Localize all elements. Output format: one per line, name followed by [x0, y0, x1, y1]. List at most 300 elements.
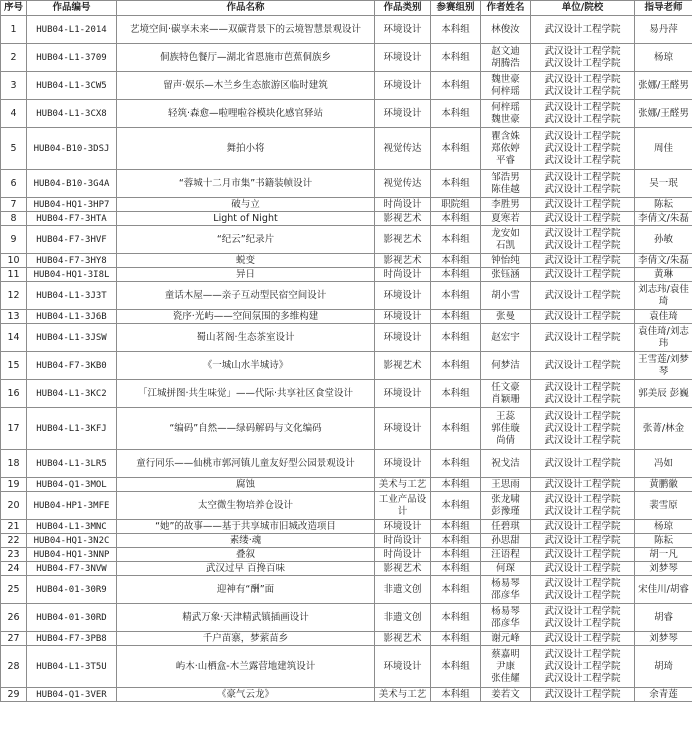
- cell-group: 本科组: [431, 100, 481, 128]
- table-row: [1, 576, 692, 604]
- cell-code: HUB04-L1-3709: [27, 44, 117, 72]
- cell-name: 太空微生物培养仓设计: [117, 492, 375, 520]
- unit-name: 武汉设计工程学院: [544, 505, 621, 517]
- header-category: 作品类别: [375, 1, 431, 16]
- cell-code: HUB04-HQ1-3I8L: [27, 268, 117, 282]
- cell-units: [531, 268, 635, 282]
- cell-units: [531, 450, 635, 478]
- cell-code: HUB04-Q1-3VER: [27, 688, 117, 702]
- unit-name: 武汉设计工程学院: [544, 422, 621, 434]
- author-name: 赵文迪: [491, 45, 520, 57]
- cell-authors: [481, 604, 531, 632]
- cell-teacher: 胡一凡: [635, 548, 692, 562]
- cell-group: 本科组: [431, 520, 481, 534]
- cell-authors: [481, 492, 531, 520]
- table-row: [1, 534, 692, 548]
- cell-units: [531, 72, 635, 100]
- unit-name: 武汉设计工程学院: [544, 130, 621, 142]
- cell-category: 环境设计: [375, 324, 431, 352]
- cell-no: 19: [1, 478, 27, 492]
- cell-teacher: 李倩文/朱磊: [635, 212, 692, 226]
- cell-authors: [481, 128, 531, 170]
- table-row: [1, 352, 692, 380]
- table-row: [1, 170, 692, 198]
- author-name: 何梓瑶: [491, 85, 520, 97]
- cell-units: [531, 128, 635, 170]
- cell-category: 工业产品设计: [375, 492, 431, 520]
- table-row: [1, 604, 692, 632]
- cell-authors: [481, 576, 531, 604]
- cell-code: HUB04-L1-3CW5: [27, 72, 117, 100]
- cell-no: 4: [1, 100, 27, 128]
- author-name: 张钰涵: [491, 268, 520, 280]
- cell-authors: [481, 534, 531, 548]
- cell-group: 本科组: [431, 324, 481, 352]
- unit-name: 武汉设计工程学院: [544, 73, 621, 85]
- author-name: 祝戈洁: [491, 457, 520, 469]
- unit-name: 武汉设计工程学院: [544, 154, 621, 166]
- cell-category: 环境设计: [375, 408, 431, 450]
- cell-authors: [481, 478, 531, 492]
- cell-name: 瓷序·光屿——空间氛围的多维构建: [117, 310, 375, 324]
- author-name: 张龙啸: [491, 493, 520, 505]
- cell-name: 蜕变: [117, 254, 375, 268]
- author-name: 邵彦华: [491, 589, 520, 601]
- table-row: [1, 268, 692, 282]
- unit-name: 武汉设计工程学院: [544, 605, 621, 617]
- cell-authors: [481, 352, 531, 380]
- author-name: 任碧琪: [491, 520, 520, 532]
- author-name: 王思雨: [491, 478, 520, 490]
- author-name: 瞿含姝: [491, 130, 520, 142]
- unit-name: 武汉设计工程学院: [544, 577, 621, 589]
- cell-code: HUB04-F7-3PB8: [27, 632, 117, 646]
- cell-authors: [481, 100, 531, 128]
- cell-no: 11: [1, 268, 27, 282]
- cell-authors: [481, 380, 531, 408]
- author-name: 任文豪: [491, 381, 520, 393]
- cell-group: 本科组: [431, 128, 481, 170]
- author-name: 肖颖珊: [491, 393, 520, 405]
- cell-category: 环境设计: [375, 100, 431, 128]
- cell-units: [531, 604, 635, 632]
- cell-group: 本科组: [431, 646, 481, 688]
- cell-authors: [481, 562, 531, 576]
- cell-teacher: 孙敏: [635, 226, 692, 254]
- unit-name: 武汉设计工程学院: [544, 562, 621, 574]
- author-name: 魏世豪: [491, 73, 520, 85]
- cell-code: HUB04-HQ1-3N2C: [27, 534, 117, 548]
- cell-code: HUB04-L1-3JSW: [27, 324, 117, 352]
- cell-units: [531, 16, 635, 44]
- unit-name: 武汉设计工程学院: [544, 142, 621, 154]
- table-row: [1, 408, 692, 450]
- cell-units: [531, 646, 635, 688]
- cell-name: “蓉城十二月市集”书籍装帧设计: [117, 170, 375, 198]
- cell-units: [531, 226, 635, 254]
- cell-no: 27: [1, 632, 27, 646]
- cell-name: 腐蚀: [117, 478, 375, 492]
- table-row: [1, 380, 692, 408]
- table-row: [1, 310, 692, 324]
- cell-teacher: 陈耘: [635, 534, 692, 548]
- cell-category: 美术与工艺: [375, 688, 431, 702]
- cell-group: 本科组: [431, 282, 481, 310]
- unit-name: 武汉设计工程学院: [544, 688, 621, 700]
- cell-name: 《一城山水半城诗》: [117, 352, 375, 380]
- author-name: 邹浩男: [491, 171, 520, 183]
- cell-teacher: 郭美辰 彭巍: [635, 380, 692, 408]
- cell-no: 12: [1, 282, 27, 310]
- cell-authors: [481, 646, 531, 688]
- unit-name: 武汉设计工程学院: [544, 239, 621, 251]
- unit-name: 武汉设计工程学院: [544, 268, 621, 280]
- unit-name: 武汉设计工程学院: [544, 381, 621, 393]
- table-row: [1, 520, 692, 534]
- cell-teacher: 张娜/王醛男: [635, 100, 692, 128]
- cell-code: HUB04-L1-3KC2: [27, 380, 117, 408]
- table-row: [1, 128, 692, 170]
- cell-units: [531, 632, 635, 646]
- cell-code: HUB04-Q1-3MOL: [27, 478, 117, 492]
- cell-group: 本科组: [431, 562, 481, 576]
- cell-no: 14: [1, 324, 27, 352]
- unit-name: 武汉设计工程学院: [544, 648, 621, 660]
- unit-name: 武汉设计工程学院: [544, 212, 621, 224]
- unit-name: 武汉设计工程学院: [544, 183, 621, 195]
- cell-code: HUB04-F7-3NVW: [27, 562, 117, 576]
- cell-category: 时尚设计: [375, 198, 431, 212]
- unit-name: 武汉设计工程学院: [544, 85, 621, 97]
- cell-no: 6: [1, 170, 27, 198]
- cell-authors: [481, 268, 531, 282]
- unit-name: 武汉设计工程学院: [544, 57, 621, 69]
- cell-code: HUB04-L1-3KFJ: [27, 408, 117, 450]
- author-name: 陈佳越: [491, 183, 520, 195]
- cell-category: 环境设计: [375, 282, 431, 310]
- cell-units: [531, 534, 635, 548]
- cell-name: Light of Night: [117, 212, 375, 226]
- unit-name: 武汉设计工程学院: [544, 672, 621, 684]
- cell-no: 8: [1, 212, 27, 226]
- author-name: 张佳耀: [491, 672, 520, 684]
- unit-name: 武汉设计工程学院: [544, 101, 621, 113]
- cell-category: 美术与工艺: [375, 478, 431, 492]
- cell-name: 轻筑·森愈—啦哩啦谷模块化感官驿站: [117, 100, 375, 128]
- cell-no: 9: [1, 226, 27, 254]
- header-author: 作者姓名: [481, 1, 531, 16]
- table-row: [1, 72, 692, 100]
- cell-group: 本科组: [431, 212, 481, 226]
- author-name: 魏世豪: [491, 113, 520, 125]
- cell-group: 本科组: [431, 688, 481, 702]
- table-row: [1, 226, 692, 254]
- table-row: [1, 632, 692, 646]
- author-name: 孙思甜: [491, 534, 520, 546]
- author-name: 郭佳璇: [491, 422, 520, 434]
- table-row: [1, 492, 692, 520]
- cell-category: 影视艺术: [375, 632, 431, 646]
- header-no: 序号: [1, 1, 27, 16]
- cell-code: HUB04-F7-3HTA: [27, 212, 117, 226]
- cell-teacher: 刘梦琴: [635, 562, 692, 576]
- cell-authors: [481, 548, 531, 562]
- cell-teacher: 周佳: [635, 128, 692, 170]
- cell-teacher: 余青莲: [635, 688, 692, 702]
- cell-no: 23: [1, 548, 27, 562]
- header-name: 作品名称: [117, 1, 375, 16]
- cell-authors: [481, 44, 531, 72]
- cell-teacher: 陈耘: [635, 198, 692, 212]
- cell-group: 本科组: [431, 254, 481, 268]
- table-row: [1, 324, 692, 352]
- cell-code: HUB04-01-30R9: [27, 576, 117, 604]
- author-name: 汪语程: [491, 548, 520, 560]
- cell-no: 1: [1, 16, 27, 44]
- cell-teacher: 刘梦琴: [635, 632, 692, 646]
- cell-authors: [481, 450, 531, 478]
- table-row: [1, 450, 692, 478]
- author-name: 王蕊: [495, 410, 515, 422]
- cell-category: 非遗文创: [375, 576, 431, 604]
- cell-authors: [481, 324, 531, 352]
- author-name: 胡小雪: [491, 289, 520, 301]
- cell-teacher: 裴雪原: [635, 492, 692, 520]
- header-group: 参赛组别: [431, 1, 481, 16]
- cell-no: 20: [1, 492, 27, 520]
- cell-teacher: 黄琳: [635, 268, 692, 282]
- cell-name: 侗族特色餐厅—湖北省恩施市芭蕉侗族乡: [117, 44, 375, 72]
- unit-name: 武汉设计工程学院: [544, 227, 621, 239]
- cell-units: [531, 380, 635, 408]
- table-row: [1, 646, 692, 688]
- cell-teacher: 易丹萍: [635, 16, 692, 44]
- cell-units: [531, 310, 635, 324]
- unit-name: 武汉设计工程学院: [544, 434, 621, 446]
- cell-no: 29: [1, 688, 27, 702]
- cell-name: 千户苗寨，梦萦苗乡: [117, 632, 375, 646]
- unit-name: 武汉设计工程学院: [544, 589, 621, 601]
- author-name: 赵宏宇: [491, 331, 520, 343]
- cell-name: 武汉过早 百搀百味: [117, 562, 375, 576]
- cell-units: [531, 576, 635, 604]
- cell-no: 24: [1, 562, 27, 576]
- unit-name: 武汉设计工程学院: [544, 254, 621, 266]
- cell-category: 视觉传达: [375, 128, 431, 170]
- cell-teacher: 刘志玮/袁佳琦: [635, 282, 692, 310]
- unit-name: 武汉设计工程学院: [544, 548, 621, 560]
- cell-name: 蜀山茗阁·生态茶室设计: [117, 324, 375, 352]
- cell-group: 本科组: [431, 226, 481, 254]
- table-row: [1, 16, 692, 44]
- author-name: 平睿: [495, 154, 515, 166]
- cell-group: 职院组: [431, 198, 481, 212]
- cell-authors: [481, 688, 531, 702]
- author-name: 蔡嘉明: [491, 648, 520, 660]
- table-row: [1, 44, 692, 72]
- cell-name: 精武万象·天津精武镇插画设计: [117, 604, 375, 632]
- cell-code: HUB04-HQ1-3HP7: [27, 198, 117, 212]
- author-name: 李胜男: [491, 198, 520, 210]
- cell-teacher: 吴一珉: [635, 170, 692, 198]
- cell-category: 环境设计: [375, 72, 431, 100]
- unit-name: 武汉设计工程学院: [544, 617, 621, 629]
- cell-group: 本科组: [431, 548, 481, 562]
- cell-category: 时尚设计: [375, 268, 431, 282]
- cell-group: 本科组: [431, 534, 481, 548]
- cell-no: 7: [1, 198, 27, 212]
- header-unit: 单位/院校: [531, 1, 635, 16]
- author-name: 张曼: [495, 310, 515, 322]
- cell-teacher: 杨琼: [635, 520, 692, 534]
- cell-name: 艺境空间·碳享未来——双碳背景下的云境智慧景观设计: [117, 16, 375, 44]
- cell-category: 环境设计: [375, 646, 431, 688]
- unit-name: 武汉设计工程学院: [544, 23, 621, 35]
- cell-no: 2: [1, 44, 27, 72]
- cell-code: HUB04-L1-3J3T: [27, 282, 117, 310]
- cell-units: [531, 44, 635, 72]
- cell-code: HUB04-01-30RD: [27, 604, 117, 632]
- unit-name: 武汉设计工程学院: [544, 310, 621, 322]
- cell-name: 迎神有“酬”面: [117, 576, 375, 604]
- cell-group: 本科组: [431, 16, 481, 44]
- cell-authors: [481, 212, 531, 226]
- cell-group: 本科组: [431, 450, 481, 478]
- cell-units: [531, 548, 635, 562]
- cell-teacher: 李倩文/朱磊: [635, 254, 692, 268]
- cell-group: 本科组: [431, 576, 481, 604]
- cell-code: HUB04-L1-3MNC: [27, 520, 117, 534]
- cell-authors: [481, 226, 531, 254]
- cell-category: 环境设计: [375, 16, 431, 44]
- cell-group: 本科组: [431, 352, 481, 380]
- cell-units: [531, 520, 635, 534]
- cell-group: 本科组: [431, 380, 481, 408]
- table-header-row: [1, 1, 692, 16]
- cell-category: 环境设计: [375, 310, 431, 324]
- cell-authors: [481, 170, 531, 198]
- cell-units: [531, 100, 635, 128]
- unit-name: 武汉设计工程学院: [544, 660, 621, 672]
- cell-group: 本科组: [431, 408, 481, 450]
- cell-no: 5: [1, 128, 27, 170]
- header-teacher: 指导老师: [635, 1, 692, 16]
- unit-name: 武汉设计工程学院: [544, 45, 621, 57]
- cell-group: 本科组: [431, 632, 481, 646]
- cell-code: HUB04-F7-3HVF: [27, 226, 117, 254]
- cell-no: 13: [1, 310, 27, 324]
- cell-no: 26: [1, 604, 27, 632]
- unit-name: 武汉设计工程学院: [544, 289, 621, 301]
- cell-authors: [481, 632, 531, 646]
- cell-name: 「江城拼图·共生味觉」——代际·共享社区食堂设计: [117, 380, 375, 408]
- cell-category: 影视艺术: [375, 212, 431, 226]
- unit-name: 武汉设计工程学院: [544, 393, 621, 405]
- cell-units: [531, 352, 635, 380]
- author-name: 龙安如: [491, 227, 520, 239]
- author-name: 胡腾浩: [491, 57, 520, 69]
- table-row: [1, 688, 692, 702]
- cell-category: 环境设计: [375, 450, 431, 478]
- unit-name: 武汉设计工程学院: [544, 457, 621, 469]
- author-name: 杨易琴: [491, 577, 520, 589]
- cell-code: HUB04-HP1-3MFE: [27, 492, 117, 520]
- cell-name: 《豪气云龙》: [117, 688, 375, 702]
- cell-name: “编码”自然——绿码解码与文化编码: [117, 408, 375, 450]
- cell-category: 时尚设计: [375, 548, 431, 562]
- unit-name: 武汉设计工程学院: [544, 534, 621, 546]
- cell-code: HUB04-L1-2014: [27, 16, 117, 44]
- cell-units: [531, 212, 635, 226]
- cell-name: 素缕·魂: [117, 534, 375, 548]
- cell-category: 影视艺术: [375, 254, 431, 268]
- cell-no: 22: [1, 534, 27, 548]
- table-row: [1, 562, 692, 576]
- cell-category: 时尚设计: [375, 534, 431, 548]
- table-row: [1, 548, 692, 562]
- cell-teacher: 黄鹏徽: [635, 478, 692, 492]
- cell-units: [531, 282, 635, 310]
- table-row: [1, 478, 692, 492]
- author-name: 郑依婷: [491, 142, 520, 154]
- cell-teacher: 袁佳琦: [635, 310, 692, 324]
- cell-category: 环境设计: [375, 520, 431, 534]
- cell-category: 视觉传达: [375, 170, 431, 198]
- cell-category: 非遗文创: [375, 604, 431, 632]
- cell-no: 17: [1, 408, 27, 450]
- cell-authors: [481, 254, 531, 268]
- author-name: 谢元峰: [491, 632, 520, 644]
- cell-group: 本科组: [431, 268, 481, 282]
- cell-group: 本科组: [431, 310, 481, 324]
- cell-teacher: 袁佳琦/刘志玮: [635, 324, 692, 352]
- cell-category: 影视艺术: [375, 226, 431, 254]
- cell-group: 本科组: [431, 604, 481, 632]
- header-code: 作品编号: [27, 1, 117, 16]
- unit-name: 武汉设计工程学院: [544, 331, 621, 343]
- cell-code: HUB04-L1-3J6B: [27, 310, 117, 324]
- cell-teacher: 王雪莲/刘梦琴: [635, 352, 692, 380]
- cell-teacher: 张娜/王醛男: [635, 72, 692, 100]
- author-name: 夏寒若: [491, 212, 520, 224]
- cell-units: [531, 324, 635, 352]
- author-name: 彭豫瑾: [491, 505, 520, 517]
- cell-units: [531, 688, 635, 702]
- cell-authors: [481, 16, 531, 44]
- unit-name: 武汉设计工程学院: [544, 520, 621, 532]
- cell-teacher: 冯如: [635, 450, 692, 478]
- cell-units: [531, 492, 635, 520]
- cell-no: 21: [1, 520, 27, 534]
- cell-code: HUB04-B10-3G4A: [27, 170, 117, 198]
- author-name: 何琛: [495, 562, 515, 574]
- cell-code: HUB04-HQ1-3NNP: [27, 548, 117, 562]
- author-name: 何梓瑶: [491, 101, 520, 113]
- cell-no: 15: [1, 352, 27, 380]
- cell-category: 影视艺术: [375, 352, 431, 380]
- author-name: 姜若文: [491, 688, 520, 700]
- cell-group: 本科组: [431, 72, 481, 100]
- cell-code: HUB04-B10-3DSJ: [27, 128, 117, 170]
- author-name: 杨易琴: [491, 605, 520, 617]
- table-row: [1, 198, 692, 212]
- unit-name: 武汉设计工程学院: [544, 410, 621, 422]
- cell-authors: [481, 520, 531, 534]
- unit-name: 武汉设计工程学院: [544, 113, 621, 125]
- table-body: [1, 16, 692, 702]
- unit-name: 武汉设计工程学院: [544, 171, 621, 183]
- unit-name: 武汉设计工程学院: [544, 632, 621, 644]
